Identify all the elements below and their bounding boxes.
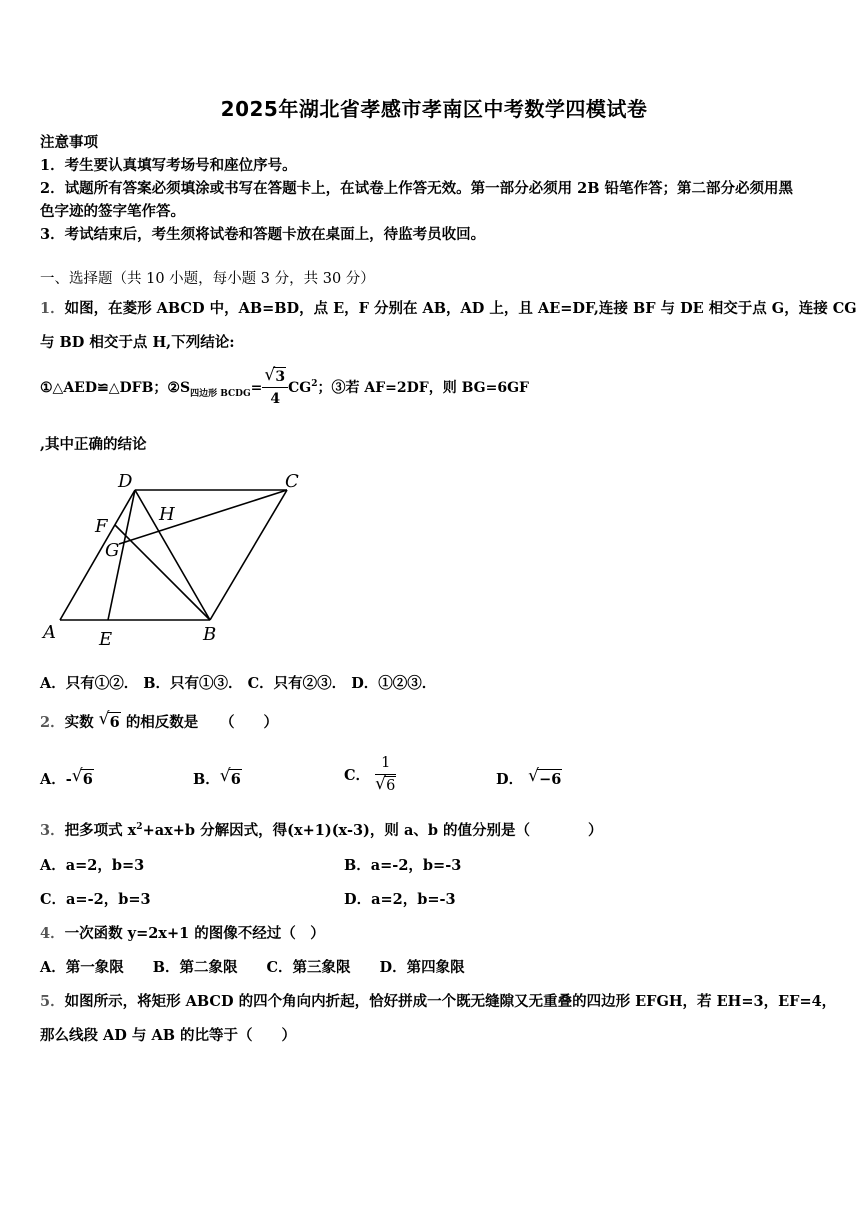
question-text: 一次函数 y=2x+1 的图像不经过（ ）	[64, 925, 325, 942]
fraction	[375, 756, 396, 793]
question-4	[40, 922, 325, 943]
label-A: A	[43, 622, 56, 643]
option-c: C．a=-2，b=3	[40, 891, 151, 908]
fraction	[262, 365, 288, 407]
question-1-line4: ,其中正确的结论	[40, 436, 147, 453]
section-heading: 一、选择题（共 10 小题，每小题 3 分，共 30 分）	[40, 271, 375, 287]
equals-sign: =	[250, 380, 263, 396]
option-b	[193, 768, 242, 789]
page-title: 2025年湖北省孝感市孝南区中考数学四模试卷	[220, 97, 648, 121]
sqrt-expr: √ 3	[264, 365, 286, 385]
question-5-line2: 那么线段 AD 与 AB 的比等于（ ）	[40, 1027, 297, 1044]
option-label: C．	[344, 767, 371, 784]
label-D: D	[118, 471, 133, 492]
notice-item: 1．考生要认真填写考场号和座位序号。	[40, 157, 297, 174]
question-3	[40, 819, 603, 840]
notice-item: 色字迹的签字笔作答。	[40, 203, 185, 220]
rhombus-figure	[40, 468, 320, 653]
question-text: 实数	[64, 714, 94, 731]
question-2	[40, 711, 278, 732]
question-number: 3．	[40, 822, 65, 839]
notice-heading: 注意事项	[40, 134, 98, 151]
option-a: A．a=2，b=3	[40, 857, 145, 874]
question-1-options: A．只有①②． B．只有①③． C．只有②③． D．①②③．	[40, 675, 437, 692]
conclusion-text: ①△AED≌△DFB；②S	[40, 380, 191, 396]
sqrt-expr: √ −6	[528, 766, 562, 788]
option-label: B．	[193, 771, 220, 788]
question-number: 1．	[40, 300, 65, 317]
radicand: 3	[275, 369, 286, 385]
question-text: +ax+b 分解因式，得(x+1)(x-3)，则 a、b 的值分别是（ ）	[142, 822, 603, 839]
radicand: 6	[82, 771, 93, 788]
cg-text: CG	[288, 380, 312, 396]
option-label: D．	[496, 771, 524, 788]
question-4-options: A．第一象限 B．第二象限 C．第三象限 D．第四象限	[40, 959, 465, 976]
option-a	[40, 768, 94, 789]
question-text: 把多项式 x	[64, 822, 137, 839]
label-E: E	[99, 629, 113, 650]
question-5-line1	[40, 990, 836, 1011]
label-B: B	[203, 624, 217, 645]
label-G: G	[105, 540, 120, 561]
numerator: 1	[375, 756, 396, 775]
option-label: A．	[40, 771, 66, 788]
option-d: D．a=2，b=-3	[344, 891, 456, 908]
denominator: 4	[270, 391, 281, 407]
question-number: 2．	[40, 714, 65, 731]
radicand: 6	[230, 771, 241, 788]
area-subscript: 四边形 BCDG	[190, 389, 251, 399]
conclusion-text: ；③若 AF=2DF，则 BG=6GF	[317, 380, 530, 396]
sqrt-expr: √ 6	[98, 709, 120, 731]
exponent: 2	[311, 379, 318, 389]
sqrt-expr: √ 6	[71, 766, 93, 788]
question-text: 的相反数是 （ ）	[125, 714, 279, 731]
question-1-line1	[40, 297, 857, 318]
sqrt-expr: √ 6	[375, 773, 396, 794]
radicand: 6	[109, 714, 120, 731]
radicand: 6	[386, 777, 396, 794]
exponent: 2	[136, 822, 143, 832]
option-b: B．a=-2，b=-3	[344, 857, 462, 874]
question-1-line2: 与 BD 相交于点 H,下列结论:	[40, 334, 235, 351]
question-number: 4．	[40, 925, 65, 942]
question-text: 如图，在菱形 ABCD 中，AB=BD，点 E，F 分别在 AB，AD 上，且 AE=DF,连接 BF 与 DE 相交于点 G，连接 CG	[64, 300, 857, 317]
option-d	[496, 768, 562, 789]
question-text: 如图所示，将矩形 ABCD 的四个角向内折起，恰好拼成一个既无缝隙又无重叠的四边形 EFGH，若 EH=3，EF=4，	[64, 993, 837, 1010]
label-C: C	[285, 471, 299, 492]
option-c	[344, 756, 396, 793]
question-1-conclusions	[40, 365, 530, 407]
notice-item: 2．试题所有答案必须填涂或书写在答题卡上，在试卷上作答无效。第一部分必须用 2B 铅笔作答；第二部分必须用黑	[40, 180, 794, 197]
label-H: H	[159, 504, 175, 525]
question-number: 5．	[40, 993, 65, 1010]
label-F: F	[95, 516, 108, 537]
sqrt-expr: √ 6	[219, 766, 241, 788]
minus-sign: -	[65, 771, 72, 788]
notice-item: 3．考试结束后，考生须将试卷和答题卡放在桌面上，待监考员收回。	[40, 226, 486, 243]
radicand: −6	[539, 771, 562, 788]
